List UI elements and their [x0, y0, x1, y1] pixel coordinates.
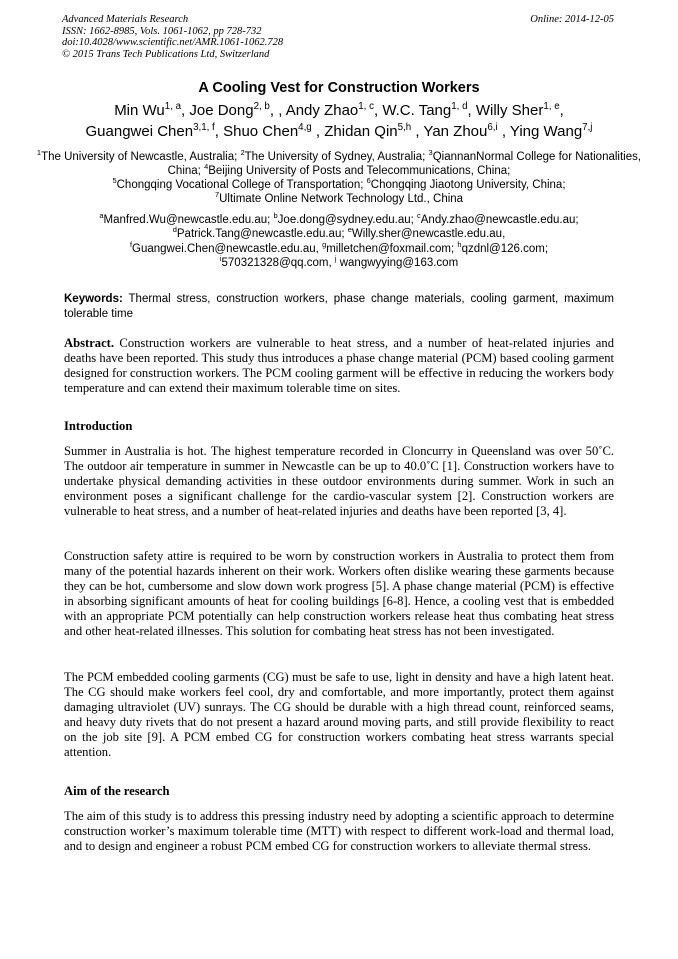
author: Guangwei Chen$^{3,1, f}$,	[85, 122, 224, 140]
email-link[interactable]: wangwyying@163.com	[336, 257, 459, 270]
author: Ying Wang$^{7,j}$	[509, 122, 593, 140]
aim-paragraph-1: The aim of this study is to address this pressing industry need by adopting a scientific approach to determine construction worker’s maximum tolerable time (MTT) with respect to different work-load and thermal load, and to design and engineer a robust PCM embed CG for construction workers to alleviate thermal stress.	[64, 809, 614, 853]
email-link[interactable]: 570321328@qq.com,	[221, 257, 335, 270]
affiliations: $^1$The University of Newcastle, Australia; $^2$The University of Sydney, Australia; $^3$QiannanNormal College for Nationalities, China; $^4$Beijing University of Posts and Telecommunications, China; $^5$Chongqing Vocational College of Transportation; $^6$Chongqing Jiaotong University, China; $^7$Ultimate Online Network Technology Ltd., China	[36, 148, 642, 205]
author: Min Wu$^{1, a}$,	[114, 101, 190, 119]
author: Andy Zhao$^{1, c}$,	[285, 101, 383, 119]
author: W.C. Tang$^{1, d}$,	[382, 101, 476, 119]
abstract-text: Construction workers are vulnerable to heat stress, and a number of heat-related injuries and deaths have been reported. This study thus introduces a phase change material (PCM) based cooling garment designed for construction workers. The PCM cooling garment will be effective in reducing the workers body temperature and can extend their maximum tolerable time on sites.	[64, 336, 614, 395]
email-link[interactable]: Andy.zhao@newcastle.edu.au;	[420, 214, 579, 226]
email-link[interactable]: Willy.sher@newcastle.edu.au,	[351, 228, 506, 241]
email-link[interactable]: Manfred.Wu@newcastle.edu.au;	[103, 214, 274, 226]
author: Joe Dong$^{2, b}$, ,	[189, 101, 286, 119]
email-link[interactable]: Patrick.Tang@newcastle.edu.au;	[176, 228, 348, 241]
abstract	[64, 336, 614, 396]
email-link[interactable]: Guangwei.Chen@newcastle.edu.au,	[132, 242, 323, 255]
email-link[interactable]: qzdnl@126.com;	[461, 242, 549, 255]
author: Zhidan Qin$^{5,h}$ ,	[324, 122, 424, 140]
author: Shuo Chen$^{4,g}$ ,	[223, 122, 325, 140]
author: Yan Zhou$^{6,i}$ ,	[423, 122, 510, 140]
author-list	[20, 100, 658, 142]
paper-title: A Cooling Vest for Construction Workers	[198, 80, 480, 96]
copyright-line: © 2015 Trans Tech Publications Ltd, Switzerland	[62, 48, 270, 60]
author: Willy Sher$^{1, e}$,	[475, 101, 564, 119]
journal-name: Advanced Materials Research	[62, 14, 189, 25]
intro-paragraph-3: The PCM embedded cooling garments (CG) must be safe to use, light in density and have a high latent heat. The CG should make workers feel cool, dry and comfortable, and more importantly, protect them against damaging ultraviolet (UV) sunrays. The CG should be durable with a high thread count, reinforced seams, and heavy duty rivets that do not present a hazard around moving parts, and still provide flexibility to react on the job site [9]. A PCM embed CG for construction workers combating heat stress warrants special attention.	[64, 670, 614, 759]
email-link[interactable]: Joe.dong@sydney.edu.au;	[277, 214, 418, 226]
email-link[interactable]: milletchen@foxmail.com;	[326, 242, 458, 255]
intro-paragraph-2: Construction safety attire is required to be worn by construction workers in Australia to protect them from many of the potential hazards inherent on their work. Workers often dislike wearing these garments because they can be hot, cumbersome and slow down work progress [5]. A phase change material (PCM) is effective in absorbing significant amounts of heat for cooling buildings [6-8]. Hence, a cooling vest that is embedded with an appropriate PCM potentially can help construction workers release heat thus combating heat stress and other heat-related illnesses. This solution for combating heat stress has not been investigated.	[64, 549, 614, 638]
section-heading-introduction: Introduction	[64, 419, 133, 433]
issn-line: ISSN: 1662-8985, Vols. 1061-1062, pp 728-732	[62, 25, 262, 37]
author-emails: $^a$Manfred.Wu@newcastle.edu.au; $^b$Joe.dong@sydney.edu.au; $^c$Andy.zhao@newcastle.edu.au; $^d$Patrick.Tang@newcastle.edu.au; $^e$Willy.sher@newcastle.edu.au, $^f$Guangwei.Chen@newcastle.edu.au, $^g$milletchen@foxmail.com; $^h$qzdnl@126.com; $^i$570321328@qq.com, $^j$ wangwyying@163.com	[99, 211, 579, 270]
doi-line: doi:10.4028/www.scientific.net/AMR.1061-1062.728	[62, 37, 284, 49]
section-heading-aim: Aim of the research	[64, 784, 170, 798]
abstract-label: Abstract.	[64, 336, 115, 350]
intro-paragraph-1: Summer in Australia is hot. The highest temperature recorded in Cloncurry in Queensland was over 50˚C. The outdoor air temperature in summer in Newcastle can be up to 40.0˚C [1]. Construction workers have to undertake physical demanding activities in these outdoor environments during summer. Work in such an environment poses a significant challenge for the cardio-vascular system [2]. Construction workers are vulnerable to heat stress, and a number of heat-related injuries and deaths have been reported [3, 4].	[64, 444, 614, 518]
online-date: Online: 2014-12-05	[530, 14, 614, 25]
journal-metadata	[62, 14, 283, 60]
keywords-text: Thermal stress, construction workers, phase change materials, cooling garment, maximum tolerable time	[64, 293, 614, 320]
keywords-section	[64, 292, 614, 321]
keywords-label: Keywords:	[64, 293, 123, 305]
